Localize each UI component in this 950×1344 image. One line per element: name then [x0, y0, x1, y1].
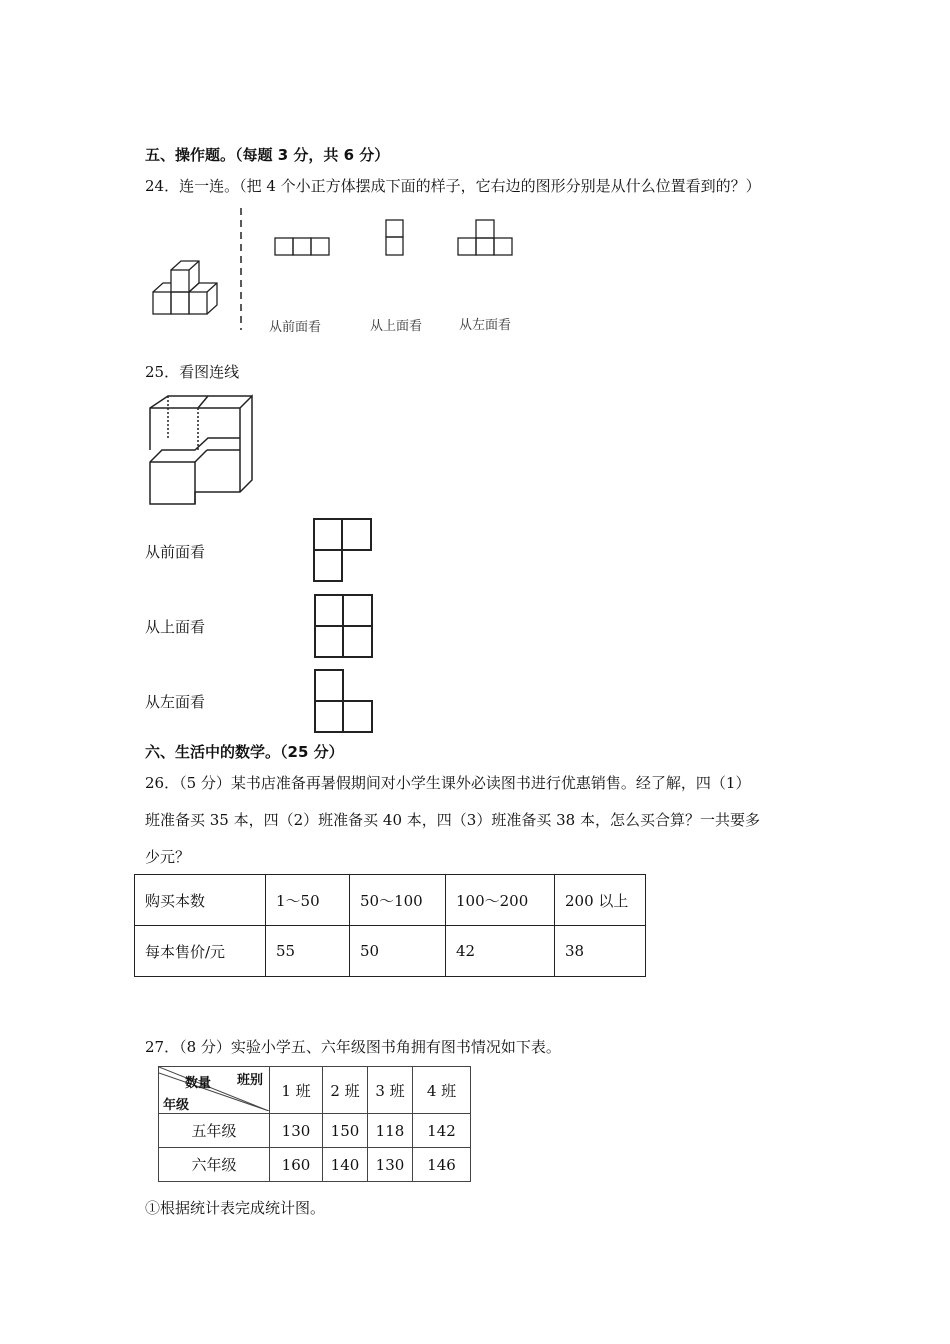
q25-label-top: 从上面看: [145, 618, 206, 636]
table-cell: 100～200: [446, 875, 555, 926]
q24-label-front: 从前面看: [269, 320, 322, 335]
q24-text: 24．连一连。（把 4 个小正方体摆成下面的样子，它右边的图形分别是从什么位置看到的？）: [145, 177, 761, 195]
table-cell: 200 以上: [555, 875, 646, 926]
q24-view-three-row: [275, 238, 329, 255]
q27-text: 27．（8 分）实验小学五、六年级图书角拥有图书情况如下表。: [145, 1038, 561, 1056]
q25-view-square: [315, 595, 372, 657]
q25-label-front: 从前面看: [145, 543, 206, 561]
price-table: [134, 874, 646, 977]
table-row: [159, 1148, 471, 1182]
corner-cell: [159, 1067, 270, 1114]
table-cell: 1～50: [266, 875, 350, 926]
row-label: 五年级: [159, 1114, 270, 1148]
table-cell: 146: [413, 1148, 471, 1182]
section5-title: 五、操作题。（每题 3 分，共 6 分）: [145, 146, 390, 164]
table-cell: 55: [266, 926, 350, 977]
table-cell: 150: [323, 1114, 368, 1148]
q24-label-left: 从左面看: [459, 318, 512, 333]
books-table: [158, 1066, 471, 1182]
table-cell: 50: [350, 926, 446, 977]
q25-label-left: 从左面看: [145, 693, 206, 711]
header-cell: 2 班: [323, 1067, 368, 1114]
table-cell: 160: [270, 1148, 323, 1182]
table-cell: 50～100: [350, 875, 446, 926]
corner-label-quantity: 数量: [185, 1076, 212, 1091]
section6-title: 六、生活中的数学。（25 分）: [145, 743, 344, 761]
price-table-row: [135, 875, 646, 926]
q25-view-l-top: [314, 519, 371, 581]
q25-views: [310, 515, 380, 735]
q25-solid-figure: [140, 390, 265, 515]
table-cell: 每本售价/元: [135, 926, 266, 977]
table-cell: 118: [368, 1114, 413, 1148]
table-cell: 142: [413, 1114, 471, 1148]
table-row: [159, 1114, 471, 1148]
q24-view-t-shape: [458, 220, 512, 255]
corner-label-grade: 年级: [163, 1098, 190, 1113]
q26-line2: 班准备买 35 本，四（2）班准备买 40 本，四（3）班准备买 38 本，怎么买合算？一共要多: [145, 811, 760, 829]
price-table-row: [135, 926, 646, 977]
table-cell: 140: [323, 1148, 368, 1182]
q24-label-top: 从上面看: [370, 319, 423, 334]
q26-line1: 26．（5 分）某书店准备再暑假期间对小学生课外必读图书进行优惠销售。经了解，四（1）: [145, 774, 751, 792]
q25-text: 25．看图连线: [145, 363, 240, 381]
q24-view-vertical-two: [386, 220, 403, 255]
header-cell: 4 班: [413, 1067, 471, 1114]
row-label: 六年级: [159, 1148, 270, 1182]
header-cell: 3 班: [368, 1067, 413, 1114]
table-cell: 购买本数: [135, 875, 266, 926]
q26-line3: 少元？: [145, 848, 191, 866]
header-cell: 1 班: [270, 1067, 323, 1114]
q25-view-l-bottom: [315, 670, 372, 732]
table-cell: 42: [446, 926, 555, 977]
table-cell: 38: [555, 926, 646, 977]
q27-sub1: ①根据统计表完成统计图。: [145, 1199, 326, 1217]
table-cell: 130: [368, 1148, 413, 1182]
q24-cube-stack: [153, 261, 217, 314]
corner-label-class: 班别: [236, 1073, 263, 1088]
table-cell: 130: [270, 1114, 323, 1148]
books-table-header-row: [159, 1067, 471, 1114]
